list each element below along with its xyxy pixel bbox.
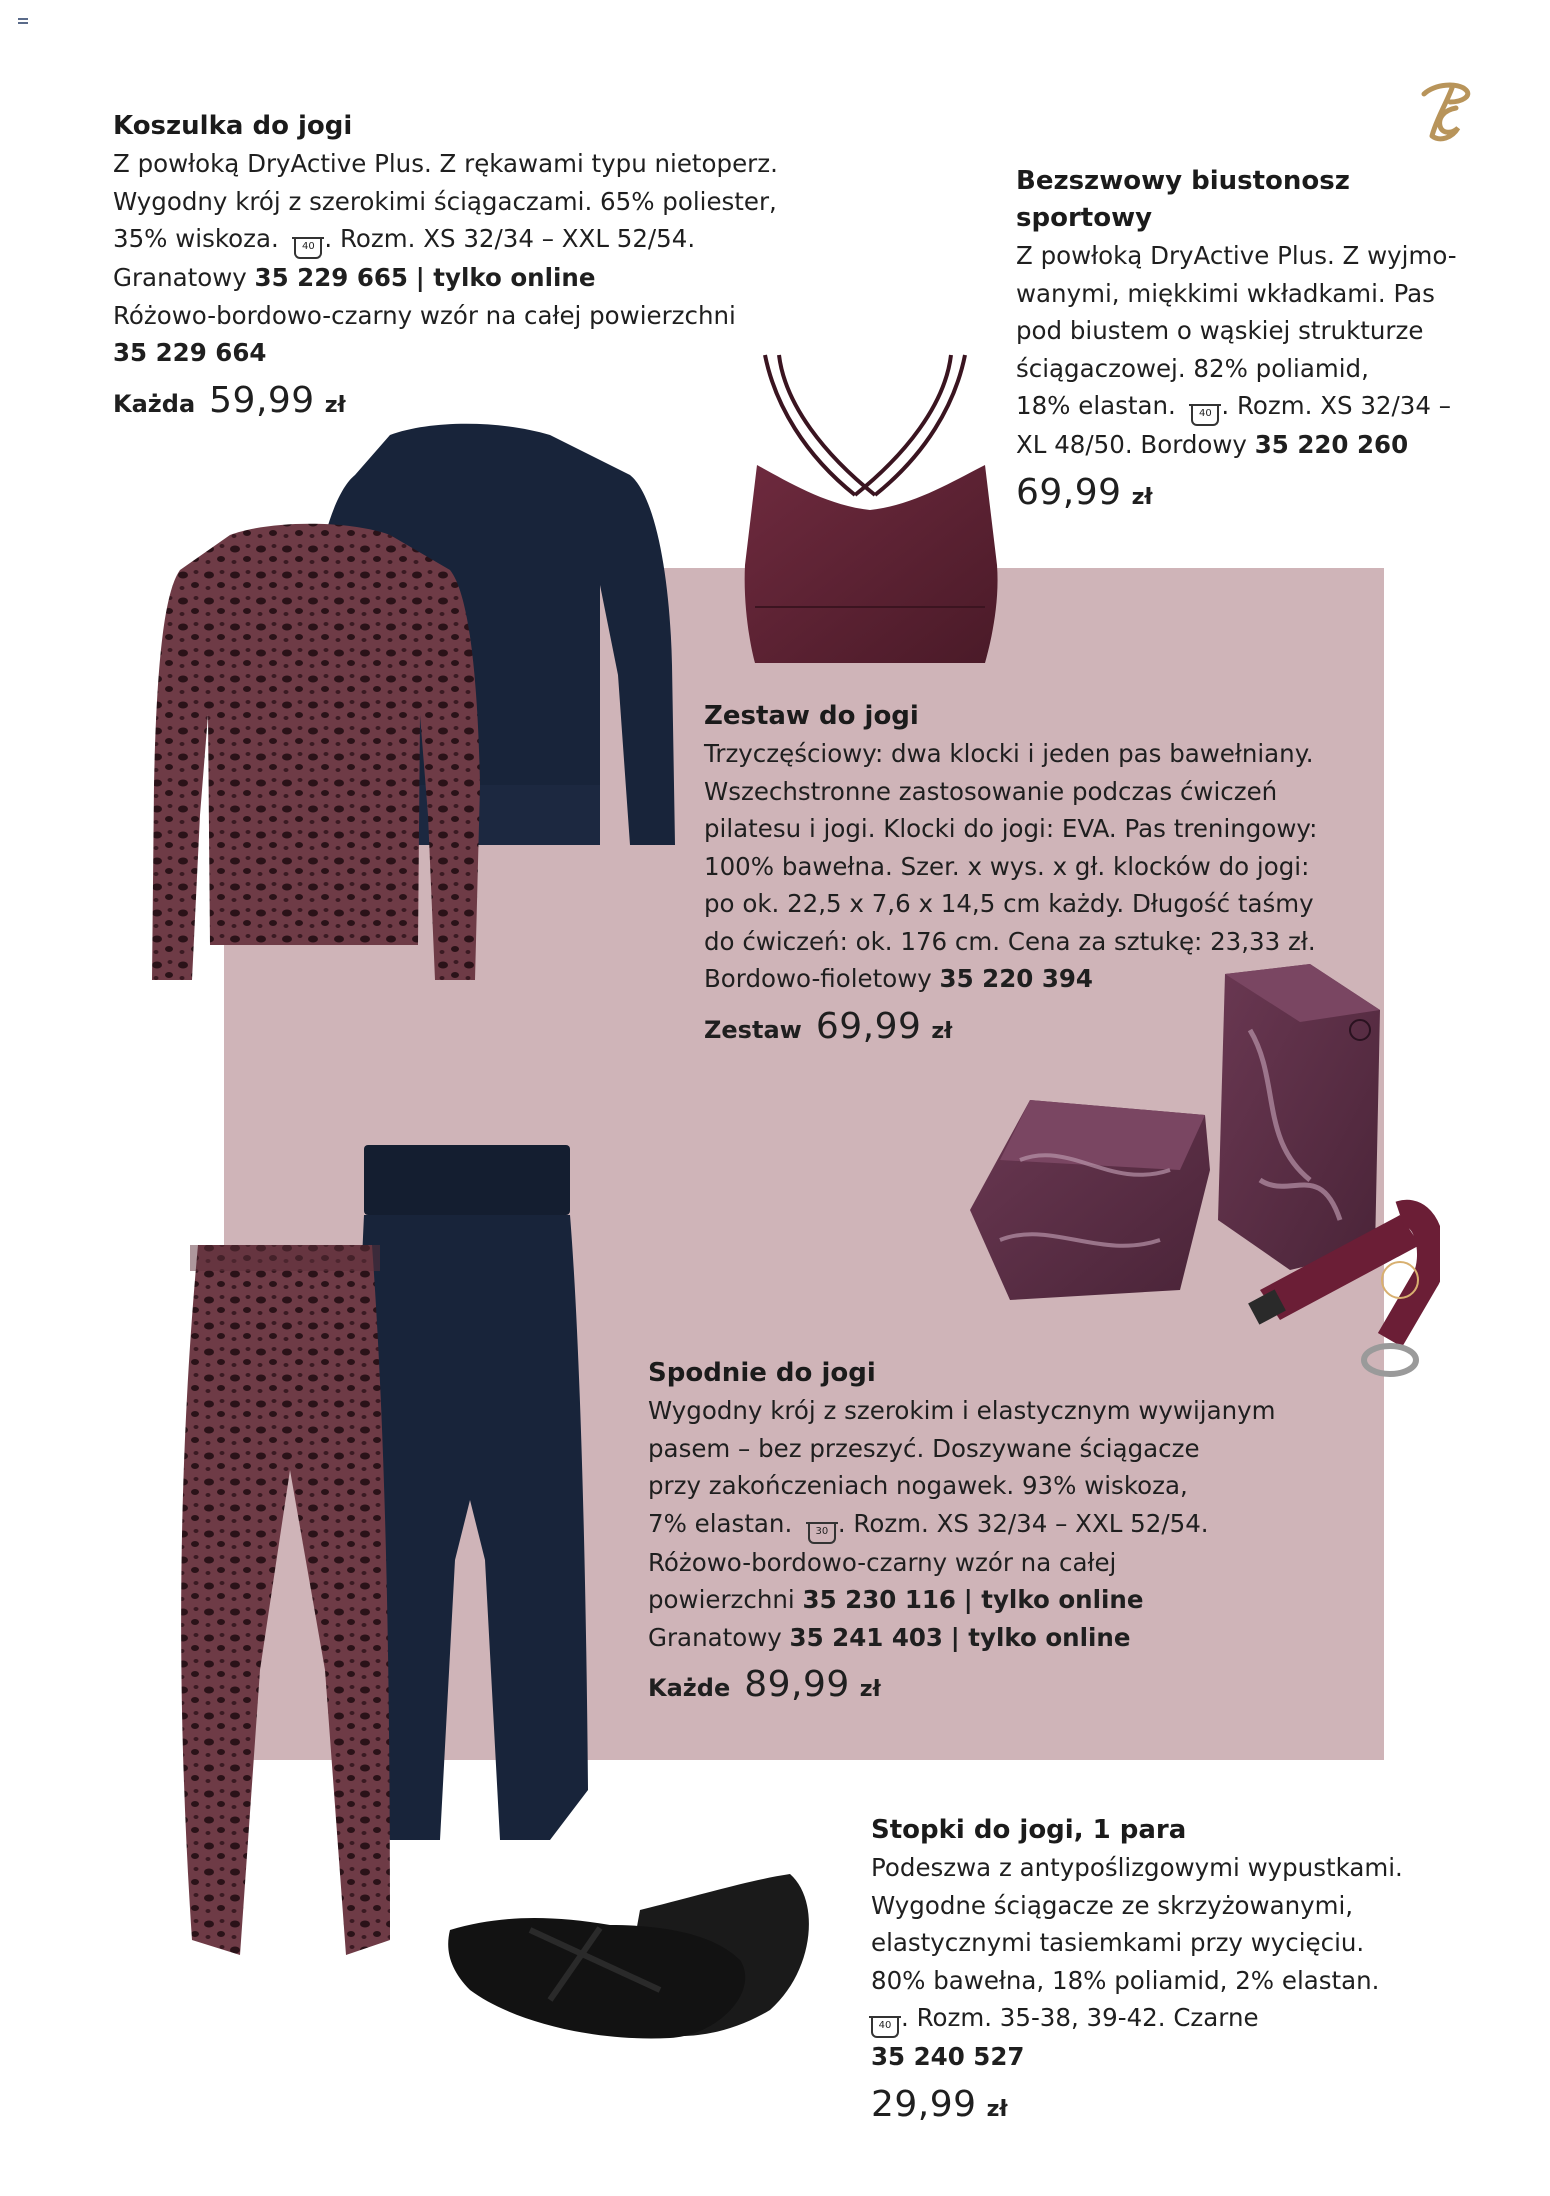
shirt-price-currency: zł [324, 392, 346, 418]
socks-title: Stopki do jogi, 1 para [871, 1815, 1187, 1845]
shirt-color-2: Różowo-bordowo-czarny wzór na całej powierzchni [113, 300, 736, 330]
bra-line-2: wanymi, miękkimi wkładkami. Pas [1016, 278, 1435, 308]
shirt-line-2: Wygodny krój z szerokimi ściągaczami. 65% poliester, [113, 186, 777, 216]
shirt-description [113, 108, 778, 424]
bra-price-currency: zł [1131, 484, 1153, 510]
set-line-3: pilatesu i jogi. Klocki do jogi: EVA. Pas treningowy: [704, 814, 1318, 843]
bra-line-4: ściągaczowej. 82% poliamid, [1016, 353, 1369, 383]
socks-line-3: elastycznymi tasiemkami przy wycięciu. [871, 1928, 1365, 1957]
pants-sizes: . Rozm. XS 32/34 – XXL 52/54. [837, 1508, 1209, 1538]
socks-code: 35 240 527 [871, 2042, 1025, 2071]
bra-code: 35 220 260 [1254, 430, 1409, 459]
pants-line-4 [648, 1505, 1276, 1544]
pants-material: 7% elastan. [648, 1508, 793, 1538]
menu-icon[interactable] [18, 18, 28, 26]
pants-line-2: pasem – bez przeszyć. Doszywane ściągacze [648, 1433, 1200, 1463]
wash-40-icon: 40 [871, 2018, 899, 2038]
socks-line-4: 80% bawełna, 18% poliamid, 2% elastan. [871, 1965, 1380, 1995]
shirt-material: 35% wiskoza. [113, 224, 279, 253]
wash-40-icon: 40 [1191, 406, 1219, 426]
shirt-sizes: . Rozm. XS 32/34 – XXL 52/54. [324, 224, 696, 253]
bra-sizes: . Rozm. XS 32/34 – [1221, 391, 1451, 420]
set-line-5: po ok. 22,5 x 7,6 x 14,5 cm każdy. Długość taśmy [704, 889, 1314, 918]
socks-price-currency: zł [986, 2096, 1008, 2122]
pants-line-5: Różowo-bordowo-czarny wzór na całej [648, 1547, 1117, 1577]
wash-30-icon: 30 [808, 1524, 836, 1544]
bra-price-amount: 69,99 [1016, 471, 1122, 513]
bra-line-3: pod biustem o wąskiej strukturze [1016, 316, 1424, 345]
socks-price-amount: 29,99 [871, 2083, 977, 2125]
pants-price-currency: zł [859, 1677, 881, 1702]
set-line-6: do ćwiczeń: ok. 176 cm. Cena za sztukę: 23,33 zł. [704, 926, 1316, 956]
shirt-price-amount: 59,99 [209, 379, 315, 421]
set-line-1: Trzyczęściowy: dwa klocki i jeden pas bawełniany. [704, 739, 1314, 768]
set-line-2: Wszechstronne zastosowanie podczas ćwiczeń [704, 776, 1278, 806]
pants-variant-1 [648, 1581, 1276, 1619]
bra-description [1016, 163, 1457, 516]
shirt-line-1: Z powłoką DryActive Plus. Z rękawami typu nietoperz. [113, 149, 778, 178]
shirt-variant-1 [113, 259, 778, 297]
pants-color-1: powierzchni [648, 1585, 795, 1614]
bra-title-2: sportowy [1016, 203, 1153, 233]
set-price-amount: 69,99 [815, 1005, 922, 1047]
yoga-socks-image [440, 1870, 830, 2050]
set-code: 35 220 394 [939, 964, 1093, 993]
bra-title-1: Bezszwowy biustonosz [1016, 166, 1350, 196]
pants-online-2: | tylko online [950, 1622, 1131, 1652]
sports-bra-image [735, 345, 1005, 675]
shirt-code-2: 35 229 664 [113, 338, 267, 367]
pants-color-2: Granatowy [648, 1622, 782, 1652]
leopard-pants-image [150, 1240, 410, 1960]
socks-line-5 [871, 1999, 1403, 2038]
bra-line-1: Z powłoką DryActive Plus. Z wyjmo- [1016, 241, 1457, 270]
shirt-price-label: Każda [113, 389, 196, 418]
bra-line-6 [1016, 426, 1457, 464]
bra-price [1016, 471, 1457, 517]
shirt-title: Koszulka do jogi [113, 111, 353, 141]
leopard-shirt-image [150, 515, 480, 985]
pants-code-1: 35 230 116 [802, 1585, 956, 1614]
pants-variant-2 [648, 1619, 1276, 1657]
socks-price [871, 2083, 1403, 2129]
socks-line-1: Podeszwa z antypoślizgowymi wypustkami. [871, 1853, 1403, 1882]
pants-online-1: | tylko online [963, 1585, 1144, 1614]
bra-material: 18% elastan. [1016, 391, 1176, 420]
shirt-online-1: | tylko online [415, 263, 596, 292]
yoga-set-image [960, 960, 1440, 1420]
set-title: Zestaw do jogi [704, 701, 919, 731]
shirt-code-1: 35 229 665 [254, 263, 408, 292]
shirt-color-1: Granatowy [113, 263, 247, 292]
socks-sizes: . Rozm. 35-38, 39-42. Czarne [901, 2003, 1259, 2032]
pants-code-2: 35 241 403 [789, 1622, 943, 1652]
wash-40-icon: 40 [294, 239, 322, 259]
pants-price [648, 1666, 1276, 1709]
set-line-4: 100% bawełna. Szer. x wys. x gł. klocków do jogi: [704, 851, 1310, 881]
brand-logo-icon [1412, 80, 1474, 146]
shirt-line-3 [113, 220, 778, 259]
pants-price-label: Każde [648, 1674, 731, 1702]
set-price-currency: zł [931, 1018, 953, 1044]
pants-line-3: przy zakończeniach nogawek. 93% wiskoza, [648, 1471, 1188, 1500]
bra-line-5 [1016, 387, 1457, 426]
pants-line-1: Wygodny krój z szerokim i elastycznym wywijanym [648, 1396, 1276, 1425]
bra-color: XL 48/50. Bordowy [1016, 430, 1247, 459]
socks-line-2: Wygodne ściągacze ze skrzyżowanymi, [871, 1890, 1354, 1920]
set-price-label: Zestaw [704, 1015, 802, 1044]
set-color: Bordowo-fioletowy [704, 964, 932, 993]
socks-description [871, 1812, 1403, 2128]
pants-price-amount: 89,99 [744, 1664, 850, 1705]
pants-title: Spodnie do jogi [648, 1358, 876, 1388]
